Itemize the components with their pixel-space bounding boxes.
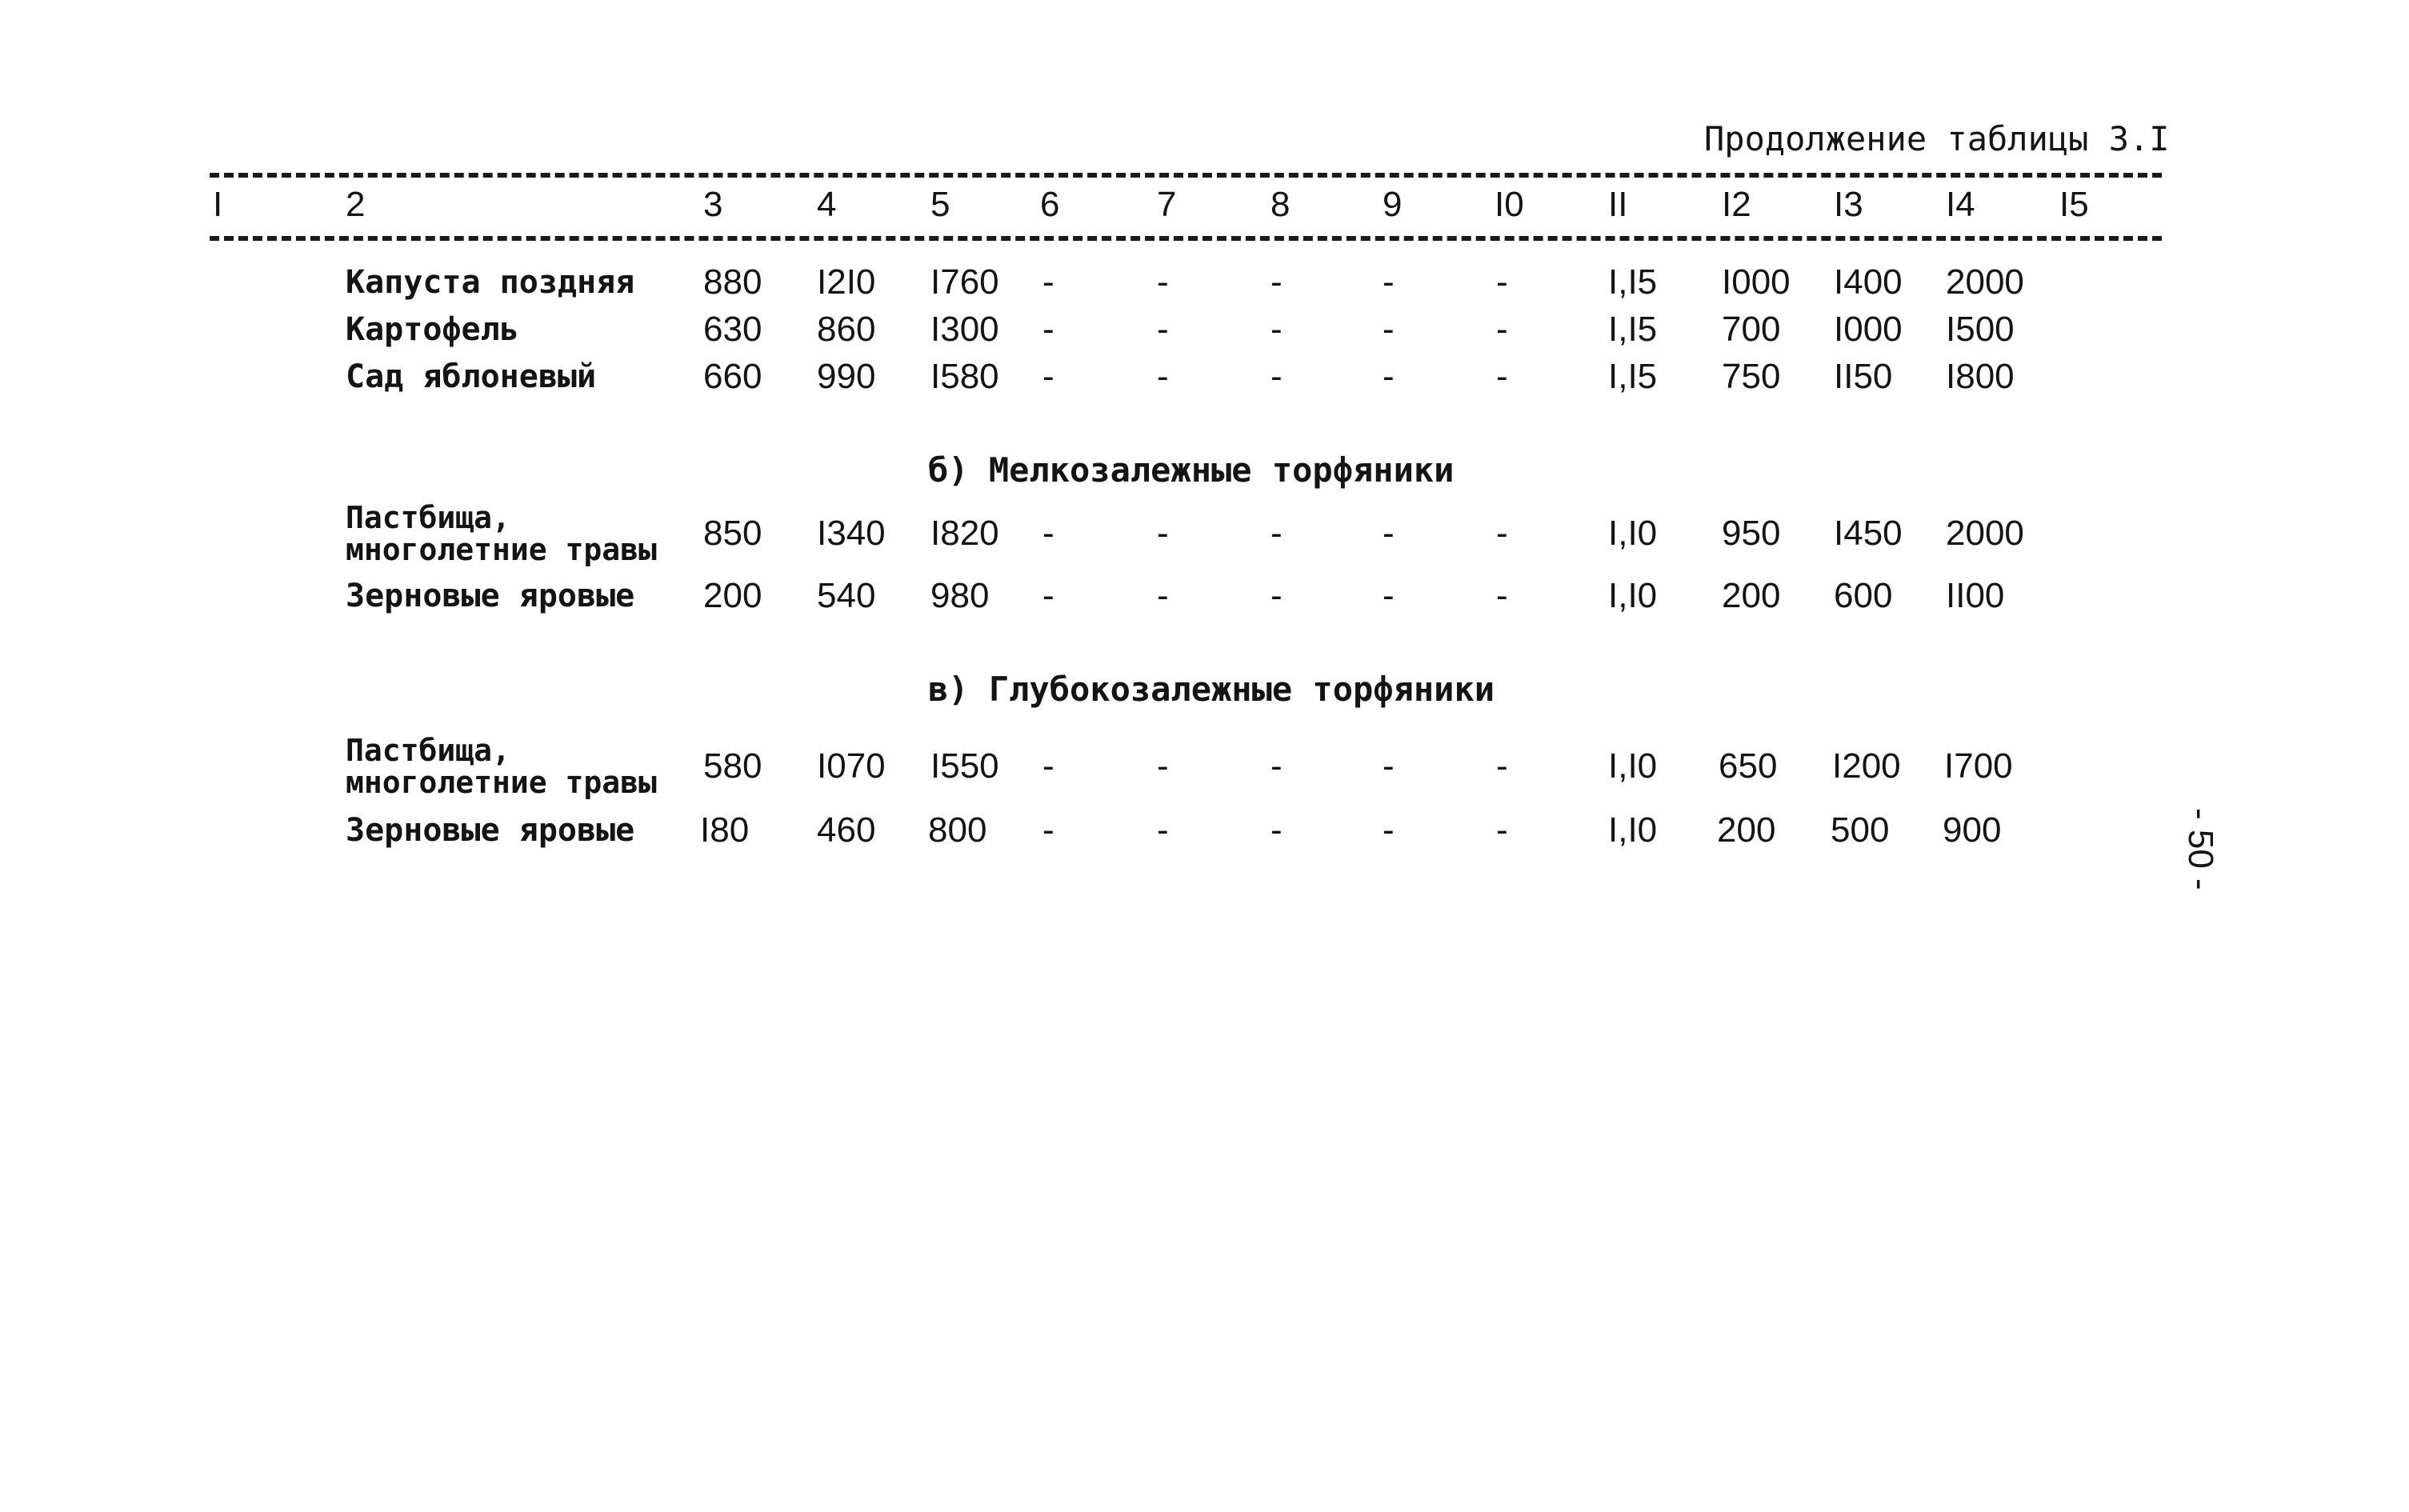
table-caption: Продолжение таблицы 3.I <box>1704 119 2170 158</box>
table-cell: - <box>1042 810 1054 850</box>
table-cell: I2I0 <box>817 262 876 302</box>
row-label-line: Пастбища, <box>346 500 510 535</box>
table-cell: 540 <box>817 576 876 615</box>
table-cell: I,I0 <box>1608 576 1658 615</box>
section-title: б) Мелкозалежные торфяники <box>928 450 1455 490</box>
row-label: Зерновые яровые <box>346 812 635 849</box>
table-cell: 580 <box>703 746 762 786</box>
table-cell: I550 <box>930 746 999 786</box>
table-cell: - <box>1271 357 1283 396</box>
table-cell: I,I5 <box>1608 310 1658 349</box>
table-cell: 950 <box>1722 514 1781 553</box>
table-cell: I,I0 <box>1608 514 1658 553</box>
table-cell: 200 <box>703 576 762 615</box>
table-cell: 2000 <box>1946 514 2024 553</box>
column-header: I <box>213 185 223 224</box>
table-cell: 880 <box>703 262 762 302</box>
table-cell: I450 <box>1834 514 1903 553</box>
table-cell: 980 <box>930 576 990 615</box>
section-title: в) Глубокозалежные торфяники <box>928 670 1495 709</box>
page-number: - 50 - <box>2181 808 2220 890</box>
table-cell: 860 <box>817 310 876 349</box>
table-cell: - <box>1157 310 1169 349</box>
table-row <box>0 258 2409 306</box>
column-header: 7 <box>1157 185 1177 224</box>
column-header: 5 <box>930 185 950 224</box>
table-cell: I000 <box>1722 262 1791 302</box>
table-cell: - <box>1496 576 1508 615</box>
row-label <box>346 734 657 798</box>
table-cell: 460 <box>817 810 876 850</box>
row-label: Картофель <box>346 311 519 348</box>
row-label <box>346 502 657 566</box>
table-cell: - <box>1496 514 1508 553</box>
table-cell: I400 <box>1834 262 1903 302</box>
row-label-line: Пастбища, <box>346 733 510 768</box>
table-cell: II00 <box>1946 576 2005 615</box>
table-cell: - <box>1496 262 1508 302</box>
table-cell: - <box>1496 746 1508 786</box>
table-row <box>0 572 2409 620</box>
table-cell: I,I5 <box>1608 262 1658 302</box>
table-cell: - <box>1496 310 1508 349</box>
table-cell: - <box>1383 514 1395 553</box>
table-row <box>0 500 2409 567</box>
row-label: Капуста поздняя <box>346 264 635 301</box>
table-cell: 800 <box>928 810 987 850</box>
table-cell: 500 <box>1831 810 1890 850</box>
table-cell: I760 <box>930 262 999 302</box>
row-label: Зерновые яровые <box>346 578 635 614</box>
table-cell: - <box>1271 746 1283 786</box>
table-cell: - <box>1271 262 1283 302</box>
column-header: I3 <box>1834 185 1863 224</box>
table-cell: - <box>1042 262 1054 302</box>
column-header: II <box>1608 185 1628 224</box>
table-cell: 850 <box>703 514 762 553</box>
table-cell: - <box>1042 514 1054 553</box>
table-cell: - <box>1383 310 1395 349</box>
table-cell: 900 <box>1943 810 2002 850</box>
table-cell: - <box>1383 746 1395 786</box>
column-header: I2 <box>1722 185 1751 224</box>
row-label-line: многолетние травы <box>346 532 657 567</box>
header-bottom-rule <box>210 236 2162 241</box>
table-cell: - <box>1383 810 1395 850</box>
table-cell: I300 <box>930 310 999 349</box>
column-header: 4 <box>817 185 837 224</box>
table-cell: - <box>1042 310 1054 349</box>
table-cell: 630 <box>703 310 762 349</box>
table-cell: 700 <box>1722 310 1781 349</box>
table-cell: 750 <box>1722 357 1781 396</box>
table-cell: - <box>1042 746 1054 786</box>
table-cell: - <box>1157 746 1169 786</box>
table-cell: I,I0 <box>1608 746 1658 786</box>
table-cell: - <box>1157 357 1169 396</box>
table-row <box>0 806 2409 854</box>
column-header: 9 <box>1383 185 1403 224</box>
table-row <box>0 306 2409 354</box>
table-cell: I,I0 <box>1608 810 1658 850</box>
table-cell: 200 <box>1722 576 1781 615</box>
table-cell: - <box>1042 576 1054 615</box>
table-cell: I200 <box>1832 746 1901 786</box>
table-cell: I800 <box>1946 357 2015 396</box>
table-cell: - <box>1496 357 1508 396</box>
table-cell: I070 <box>817 746 886 786</box>
column-header-row <box>0 181 2409 229</box>
header-top-rule <box>210 173 2162 178</box>
table-cell: - <box>1271 810 1283 850</box>
row-label-line: многолетние травы <box>346 765 657 800</box>
table-cell: I,I5 <box>1608 357 1658 396</box>
row-label: Сад яблоневый <box>346 358 597 395</box>
table-cell: - <box>1271 514 1283 553</box>
table-cell: - <box>1271 576 1283 615</box>
column-header: 8 <box>1271 185 1291 224</box>
column-header: I0 <box>1495 185 1524 224</box>
table-cell: - <box>1271 310 1283 349</box>
table-cell: I580 <box>930 357 999 396</box>
table-cell: - <box>1157 514 1169 553</box>
table-cell: I340 <box>817 514 886 553</box>
table-cell: 650 <box>1719 746 1778 786</box>
column-header: I5 <box>2059 185 2089 224</box>
table-cell: - <box>1383 576 1395 615</box>
table-cell: 660 <box>703 357 762 396</box>
table-cell: 200 <box>1717 810 1776 850</box>
table-cell: - <box>1157 576 1169 615</box>
table-cell: I000 <box>1834 310 1903 349</box>
table-cell: I700 <box>1944 746 2013 786</box>
table-cell: 600 <box>1834 576 1893 615</box>
table-cell: - <box>1383 357 1395 396</box>
table-cell: - <box>1383 262 1395 302</box>
table-row <box>0 733 2409 800</box>
table-cell: I820 <box>930 514 999 553</box>
table-cell: - <box>1157 810 1169 850</box>
table-cell: - <box>1157 262 1169 302</box>
column-header: 3 <box>703 185 723 224</box>
table-cell: I80 <box>700 810 750 850</box>
table-cell: - <box>1042 357 1054 396</box>
column-header: 6 <box>1040 185 1060 224</box>
column-header: 2 <box>346 185 366 224</box>
table-cell: 990 <box>817 357 876 396</box>
column-header: I4 <box>1946 185 1975 224</box>
table-cell: II50 <box>1834 357 1893 396</box>
table-cell: I500 <box>1946 310 2015 349</box>
table-cell: 2000 <box>1946 262 2024 302</box>
table-row <box>0 353 2409 401</box>
table-cell: - <box>1496 810 1508 850</box>
